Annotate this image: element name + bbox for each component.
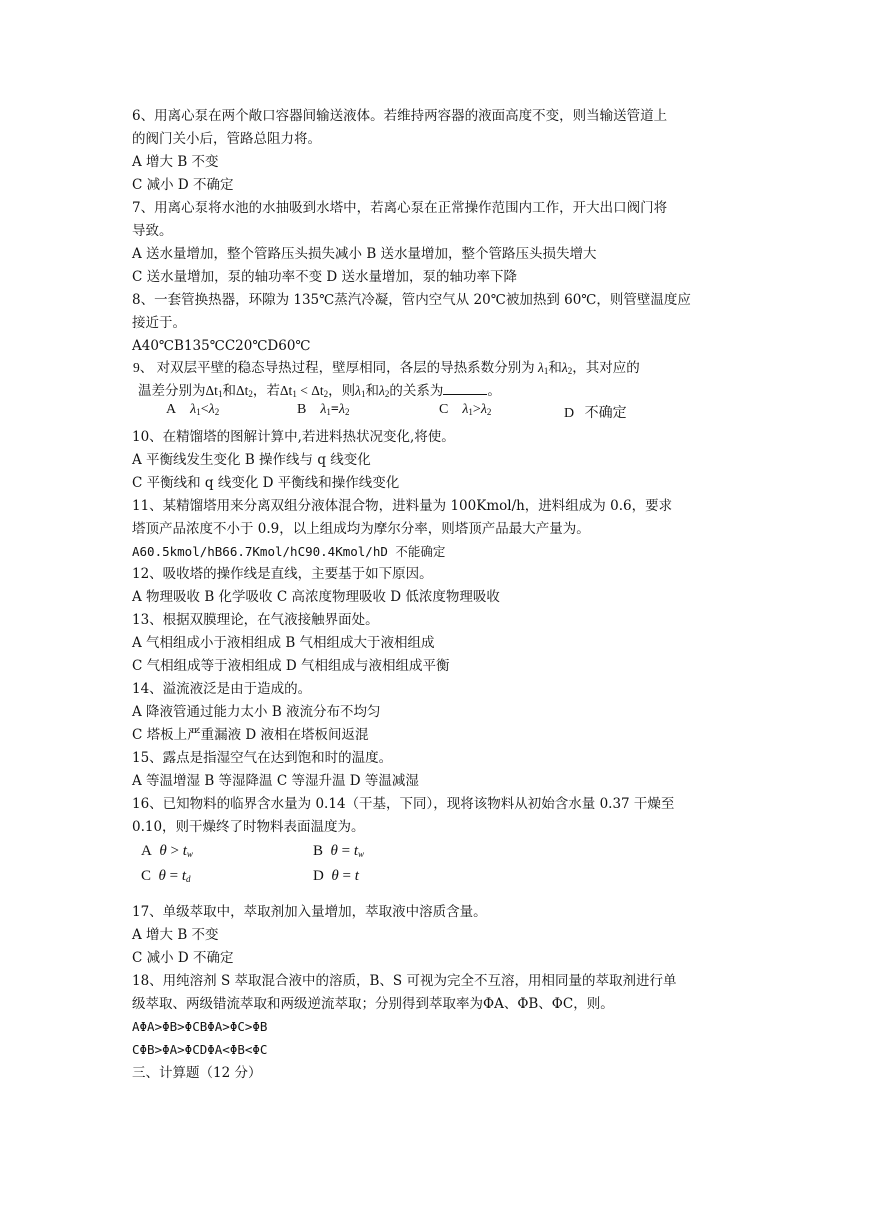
q13-options-ab: A 气相组成小于液相组成 B 气相组成大于液相组成 <box>132 635 435 651</box>
q7-options-ab: A 送水量增加，整个管路压头损失减小 B 送水量增加，整个管路压头损失增大 <box>132 246 597 262</box>
q18-stem-line2: 级萃取、两级错流萃取和两级逆流萃取；分别得到萃取率为ΦA、ΦB、ΦC，则。 <box>132 996 614 1012</box>
q14-options-cd: C 塔板上严重漏液 D 液相在塔板间返混 <box>132 727 369 743</box>
q16-option-c: C $\theta = t_d$ <box>141 868 191 884</box>
q18-stem-line1: 18、用纯溶剂 S 萃取混合液中的溶质，B、S 可视为完全不互溶，用相同量的萃取剂进行单 <box>132 973 677 989</box>
q9-option-b: B $\lambda_1=\lambda_2$ <box>297 402 350 417</box>
q6-options-cd: C 减小 D 不确定 <box>132 177 234 193</box>
q9-option-a: A $\lambda_1<\lambda_2$ <box>166 402 220 417</box>
q14-options-ab: A 降液管通过能力太小 B 液流分布不均匀 <box>132 704 381 720</box>
q16-option-a: A $\theta > t_w$ <box>141 843 193 859</box>
q10-stem: 10、在精馏塔的图解计算中,若进料热状况变化,将使。 <box>132 429 455 445</box>
section-heading-calculation: 三、计算题（12 分） <box>132 1065 262 1081</box>
answer-blank <box>443 382 487 395</box>
q8-options: A40℃B135℃C20℃D60℃ <box>132 338 311 354</box>
q9-stem-line1: 9、 对双层平壁的稳态导热过程，壁厚相同，各层的导热系数分别为 $\lambda_1$和$\lambda_2$，其对应的 <box>133 360 640 376</box>
q8-stem-line2: 接近于。 <box>132 315 186 331</box>
q17-stem: 17、单级萃取中，萃取剂加入量增加，萃取液中溶质含量。 <box>132 904 487 920</box>
q6-stem-line1: 6、用离心泵在两个敞口容器间输送液体。若维持两容器的液面高度不变，则当输送管道上 <box>132 108 668 124</box>
q13-stem: 13、根据双膜理论，在气液接触界面处。 <box>132 612 379 628</box>
q7-stem-line1: 7、用离心泵将水池的水抽吸到水塔中，若离心泵在正常操作范围内工作，开大出口阀门将 <box>132 200 668 216</box>
q9-option-c: C $\lambda_1>\lambda_2$ <box>439 402 492 417</box>
q6-options-ab: A 增大 B 不变 <box>132 154 219 170</box>
q7-stem-line2: 导致。 <box>132 223 173 239</box>
q14-stem: 14、溢流液泛是由于造成的。 <box>132 681 312 697</box>
q12-options: A 物理吸收 B 化学吸收 C 高浓度物理吸收 D 低浓度物理吸收 <box>132 589 500 605</box>
q7-options-cd: C 送水量增加，泵的轴功率不变 D 送水量增加，泵的轴功率下降 <box>132 269 518 285</box>
q17-options-ab: A 增大 B 不变 <box>132 927 219 943</box>
q11-stem-line2: 塔顶产品浓度不小于 0.9，以上组成均为摩尔分率，则塔顶产品最大产量为。 <box>132 521 590 537</box>
q9-stem-line2: 温差分别为$\Delta t_1$和$\Delta t_2$，若$\Delta t_1 < \Delta t_2$，则$\lambda_1$和$\lambda_2$的关系为 。 <box>138 383 501 399</box>
q16-stem-line1: 16、已知物料的临界含水量为 0.14（干基，下同），现将该物料从初始含水量 0.37 干燥至 <box>132 796 675 812</box>
q8-stem-line1: 8、一套管换热器，环隙为 135℃蒸汽冷凝，管内空气从 20℃被加热到 60℃，则管壁温度应 <box>132 292 691 308</box>
q13-options-cd: C 气相组成等于液相组成 D 气相组成与液相组成平衡 <box>132 658 450 674</box>
q11-stem-line1: 11、某精馏塔用来分离双组分液体混合物，进料量为 100Kmol/h，进料组成为 0.6，要求 <box>132 498 673 514</box>
q6-stem-line2: 的阀门关小后，管路总阻力将。 <box>132 131 321 147</box>
q16-stem-line2: 0.10，则干燥终了时物料表面温度为。 <box>132 819 365 835</box>
q18-options-ab: AΦA>ΦB>ΦCBΦA>ΦC>ΦB <box>132 1019 268 1034</box>
q15-stem: 15、露点是指湿空气在达到饱和时的温度。 <box>132 750 393 766</box>
q16-option-b: B $\theta = t_w$ <box>313 843 365 859</box>
q15-options: A 等温增湿 B 等湿降温 C 等湿升温 D 等温减湿 <box>132 773 419 789</box>
q12-stem: 12、吸收塔的操作线是直线，主要基于如下原因。 <box>132 566 433 582</box>
q9-option-d: D 不确定 <box>564 406 627 421</box>
q18-options-cd: CΦB>ΦA>ΦCDΦA<ΦB<ΦC <box>132 1042 268 1057</box>
q11-options: A60.5kmol/hB66.7Kmol/hC90.4Kmol/hD 不能确定 <box>132 544 446 559</box>
q10-options-cd: C 平衡线和 q 线变化 D 平衡线和操作线变化 <box>132 475 400 491</box>
q10-options-ab: A 平衡线发生变化 B 操作线与 q 线变化 <box>132 452 371 468</box>
q17-options-cd: C 减小 D 不确定 <box>132 950 234 966</box>
q16-option-d: D θ = t <box>313 868 359 884</box>
